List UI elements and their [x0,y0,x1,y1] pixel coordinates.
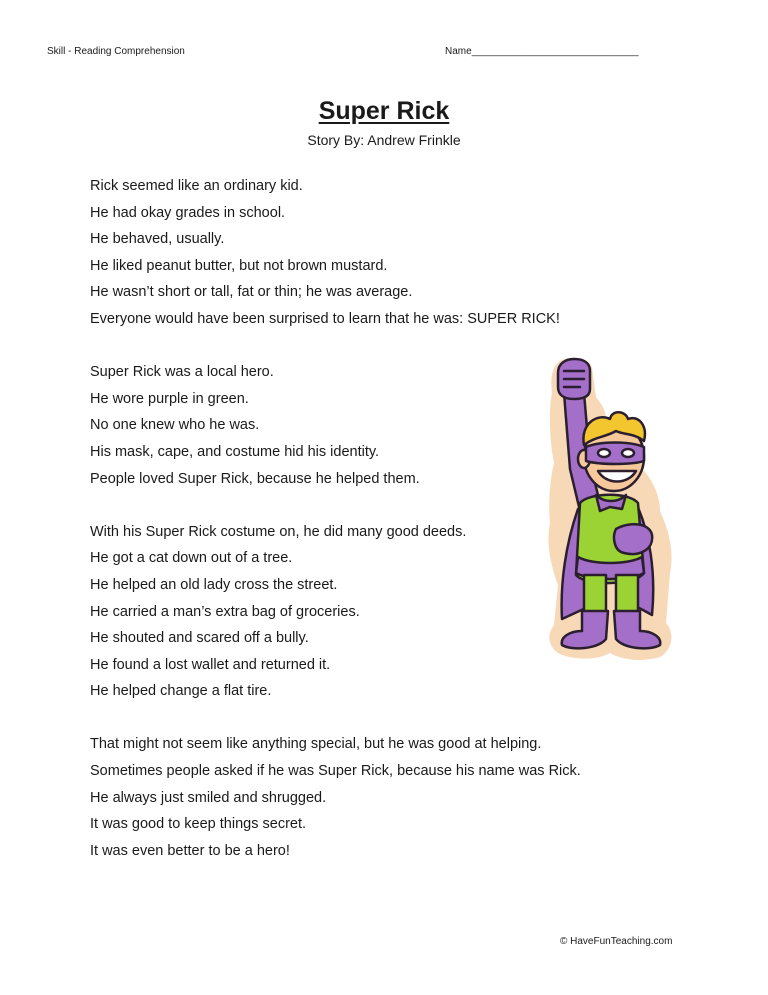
story-line: He always just smiled and shrugged. [90,789,327,806]
story-byline: Story By: Andrew Frinkle [307,132,461,148]
story-line: He helped change a flat tire. [90,683,272,700]
story-line: That might not seem like anything special, but he was good at helping. [90,736,542,753]
story-line: It was good to keep things secret. [90,816,307,833]
story-line: He got a cat down out of a tree. [90,550,293,567]
superhero-icon [540,353,676,666]
story-line: No one knew who he was. [90,417,260,434]
superhero-illustration [540,353,676,666]
story-line: He wore purple in green. [90,390,249,407]
story-paragraph-1 [90,173,710,333]
story-line: People loved Super Rick, because he helped them. [90,470,420,487]
copyright-notice: © HaveFunTeaching.com [560,936,673,947]
page-title: Super Rick [318,97,450,125]
story-line: He shouted and scared off a bully. [90,630,309,647]
skill-label: Skill - Reading Comprehension [47,46,185,57]
story-line: He had okay grades in school. [90,204,286,221]
story-line: Everyone would have been surprised to learn that he was: SUPER RICK! [90,310,560,327]
name-label: Name [445,46,472,57]
story-line: He carried a man’s extra bag of groceries. [90,603,360,620]
story-line: He helped an old lady cross the street. [90,576,338,593]
story-line: His mask, cape, and costume hid his identity. [90,443,380,460]
story-line: He found a lost wallet and returned it. [90,656,331,673]
story-line: He liked peanut butter, but not brown mustard. [90,257,388,274]
story-paragraph-4 [90,731,710,864]
story-line: Rick seemed like an ordinary kid. [90,178,303,194]
name-field[interactable] [445,45,639,59]
name-blank-line[interactable]: ______________________________ [471,46,639,57]
story-line: With his Super Rick costume on, he did many good deeds. [90,523,467,540]
story-line: Super Rick was a local hero. [90,364,274,381]
story-line: He behaved, usually. [90,231,225,248]
story-line: It was even better to be a hero! [90,842,290,859]
story-line: Sometimes people asked if he was Super Rick, because his name was Rick. [90,763,581,780]
story-line: He wasn’t short or tall, fat or thin; he was average. [90,284,413,301]
